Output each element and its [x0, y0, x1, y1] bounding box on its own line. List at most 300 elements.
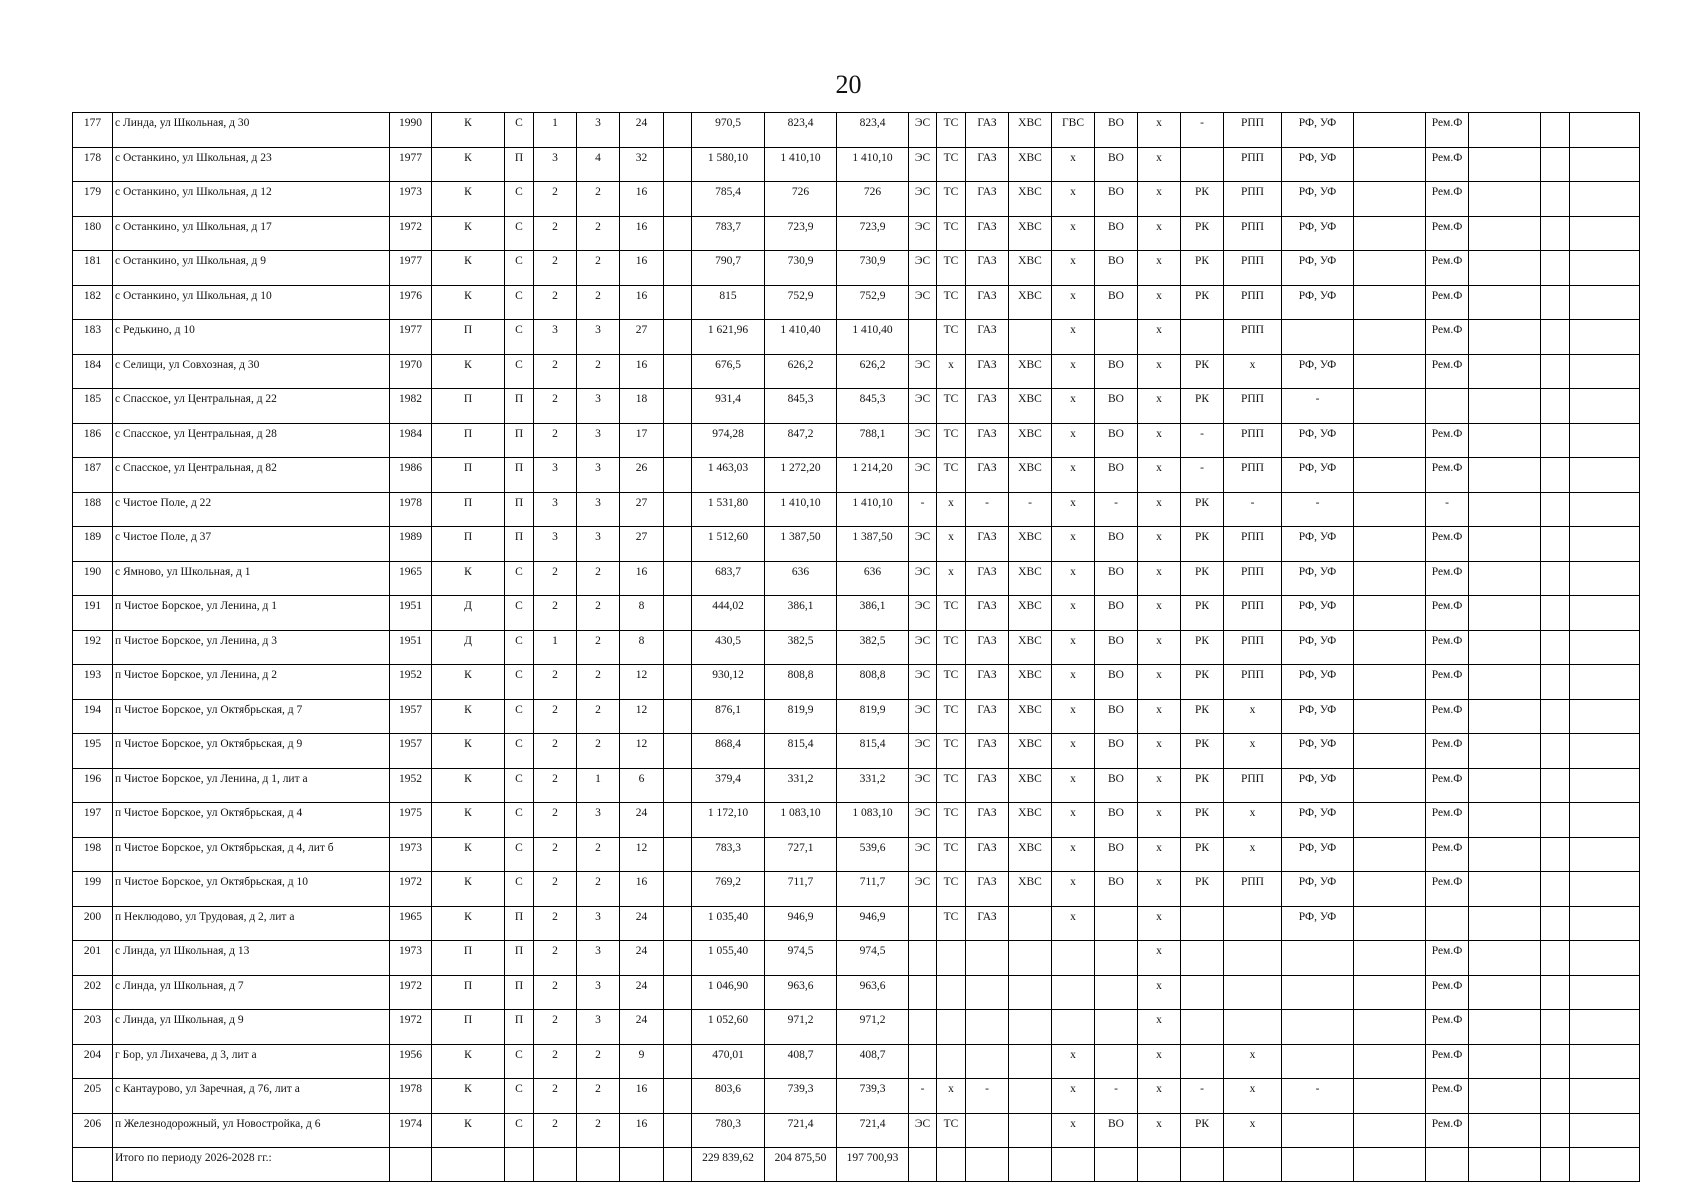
table-cell: 726 — [765, 182, 837, 217]
table-cell: РПП — [1224, 665, 1282, 700]
table-cell — [1426, 1148, 1469, 1182]
total-label: Итого по периоду 2026-2028 гг.: — [113, 1148, 390, 1182]
table-cell: х — [937, 354, 966, 389]
table-cell: х — [1138, 975, 1181, 1010]
table-cell: 379,4 — [692, 768, 765, 803]
table-cell — [1181, 1148, 1224, 1182]
table-cell: ГАЗ — [966, 596, 1009, 631]
table-cell — [1354, 147, 1426, 182]
table-cell: 783,3 — [692, 837, 765, 872]
address-cell: п Чистое Борское, ул Октябрьская, д 7 — [113, 699, 390, 734]
table-cell — [1469, 768, 1541, 803]
table-cell: К — [432, 216, 505, 251]
table-row — [73, 1010, 1640, 1045]
table-cell: 2 — [534, 182, 577, 217]
address-cell: п Чистое Борское, ул Ленина, д 3 — [113, 630, 390, 665]
table-cell: РК — [1181, 251, 1224, 286]
table-body — [73, 113, 1640, 1182]
table-cell — [1570, 596, 1640, 631]
table-cell: 26 — [620, 458, 664, 493]
table-cell: 3 — [577, 492, 620, 527]
table-cell: 187 — [73, 458, 113, 493]
table-cell — [1354, 975, 1426, 1010]
table-cell: 444,02 — [692, 596, 765, 631]
table-cell: ГАЗ — [966, 389, 1009, 424]
table-cell — [1009, 320, 1052, 355]
table-cell: ХВС — [1009, 803, 1052, 838]
table-cell — [1570, 1010, 1640, 1045]
table-cell: РК — [1181, 182, 1224, 217]
table-cell — [664, 1113, 692, 1148]
table-cell — [1541, 768, 1570, 803]
table-cell: 1956 — [390, 1044, 432, 1079]
table-cell — [1541, 561, 1570, 596]
table-cell — [664, 527, 692, 562]
table-cell — [1138, 1148, 1181, 1182]
table-cell: ГАЗ — [966, 803, 1009, 838]
table-cell: ЭС — [909, 423, 937, 458]
table-cell: РПП — [1224, 216, 1282, 251]
table-cell: 2 — [577, 182, 620, 217]
table-cell: РФ, УФ — [1282, 423, 1354, 458]
table-cell: 788,1 — [837, 423, 909, 458]
table-cell: 1977 — [390, 147, 432, 182]
table-cell — [1541, 1148, 1570, 1182]
table-cell: К — [432, 251, 505, 286]
table-cell — [1469, 147, 1541, 182]
table-cell — [1570, 699, 1640, 734]
address-cell: с Селищи, ул Совхозная, д 30 — [113, 354, 390, 389]
table-cell: РПП — [1224, 251, 1282, 286]
table-cell — [1570, 147, 1640, 182]
table-cell: 3 — [577, 941, 620, 976]
table-cell: 2 — [577, 1044, 620, 1079]
table-cell: - — [1181, 458, 1224, 493]
table-cell: х — [1052, 699, 1095, 734]
table-cell: х — [937, 492, 966, 527]
table-cell: РК — [1181, 1113, 1224, 1148]
table-cell: ЭС — [909, 699, 937, 734]
table-cell: ВО — [1095, 389, 1138, 424]
table-cell: - — [1282, 1079, 1354, 1114]
table-cell: х — [1052, 1044, 1095, 1079]
table-cell: С — [505, 596, 534, 631]
table-cell: К — [432, 734, 505, 769]
table-cell: П — [432, 941, 505, 976]
table-cell: ТС — [937, 872, 966, 907]
table-cell — [1541, 147, 1570, 182]
table-cell: 27 — [620, 320, 664, 355]
table-cell — [1354, 354, 1426, 389]
table-cell: 730,9 — [837, 251, 909, 286]
table-cell: 3 — [534, 492, 577, 527]
table-cell: Рем.Ф — [1426, 113, 1469, 148]
table-cell: - — [909, 492, 937, 527]
table-cell: 386,1 — [765, 596, 837, 631]
table-cell: РФ, УФ — [1282, 872, 1354, 907]
table-cell — [1354, 527, 1426, 562]
table-cell: ТС — [937, 734, 966, 769]
table-cell — [1095, 906, 1138, 941]
table-cell: х — [1224, 837, 1282, 872]
table-cell: х — [1138, 251, 1181, 286]
table-cell: ВО — [1095, 423, 1138, 458]
table-cell: 1 410,10 — [837, 492, 909, 527]
address-cell: с Чистое Поле, д 22 — [113, 492, 390, 527]
table-cell: 815,4 — [765, 734, 837, 769]
table-cell: ВО — [1095, 354, 1138, 389]
table-cell — [1282, 1044, 1354, 1079]
table-cell: х — [1052, 458, 1095, 493]
table-cell: х — [1224, 699, 1282, 734]
table-cell: 188 — [73, 492, 113, 527]
table-cell: 3 — [577, 906, 620, 941]
table-cell: ВО — [1095, 113, 1138, 148]
table-cell: ХВС — [1009, 251, 1052, 286]
table-cell — [1181, 906, 1224, 941]
table-cell: РК — [1181, 561, 1224, 596]
table-cell: Рем.Ф — [1426, 699, 1469, 734]
table-cell: ГАЗ — [966, 527, 1009, 562]
table-cell: ГАЗ — [966, 665, 1009, 700]
table-cell: х — [1052, 389, 1095, 424]
table-cell — [664, 768, 692, 803]
table-cell — [1181, 975, 1224, 1010]
table-cell: 382,5 — [765, 630, 837, 665]
table-cell — [1354, 285, 1426, 320]
table-row — [73, 630, 1640, 665]
table-row — [73, 872, 1640, 907]
table-cell: Рем.Ф — [1426, 320, 1469, 355]
address-cell: с Линда, ул Школьная, д 13 — [113, 941, 390, 976]
table-cell — [1541, 803, 1570, 838]
table-cell: РФ, УФ — [1282, 527, 1354, 562]
table-cell: 1974 — [390, 1113, 432, 1148]
table-cell: 2 — [577, 1079, 620, 1114]
table-cell — [1469, 1010, 1541, 1045]
table-cell: 6 — [620, 768, 664, 803]
table-cell — [664, 803, 692, 838]
table-cell: ТС — [937, 768, 966, 803]
table-cell: 194 — [73, 699, 113, 734]
table-cell: ГАЗ — [966, 734, 1009, 769]
table-cell: х — [1224, 1044, 1282, 1079]
table-cell: РФ, УФ — [1282, 561, 1354, 596]
table-cell: х — [1138, 561, 1181, 596]
table-cell: 430,5 — [692, 630, 765, 665]
table-cell: 2 — [534, 1113, 577, 1148]
table-cell: 752,9 — [765, 285, 837, 320]
table-cell — [1570, 768, 1640, 803]
table-cell: х — [1052, 182, 1095, 217]
table-cell: 386,1 — [837, 596, 909, 631]
table-cell — [1570, 458, 1640, 493]
table-cell: 819,9 — [837, 699, 909, 734]
table-row — [73, 768, 1640, 803]
table-cell — [664, 975, 692, 1010]
table-cell: 200 — [73, 906, 113, 941]
table-cell — [1570, 285, 1640, 320]
table-cell: ТС — [937, 216, 966, 251]
table-cell — [1354, 665, 1426, 700]
table-cell — [1469, 941, 1541, 976]
address-cell: п Чистое Борское, ул Октябрьская, д 10 — [113, 872, 390, 907]
table-cell: ХВС — [1009, 389, 1052, 424]
table-cell — [1354, 182, 1426, 217]
table-cell: Рем.Ф — [1426, 147, 1469, 182]
table-cell: 16 — [620, 561, 664, 596]
table-cell: 2 — [534, 389, 577, 424]
table-cell — [966, 941, 1009, 976]
table-cell: 206 — [73, 1113, 113, 1148]
table-cell: 1973 — [390, 837, 432, 872]
table-cell: К — [432, 561, 505, 596]
table-cell — [1354, 251, 1426, 286]
table-cell: 790,7 — [692, 251, 765, 286]
table-cell — [664, 147, 692, 182]
table-cell — [1570, 423, 1640, 458]
table-cell: 783,7 — [692, 216, 765, 251]
table-cell: РПП — [1224, 285, 1282, 320]
table-cell: 711,7 — [837, 872, 909, 907]
table-cell: 179 — [73, 182, 113, 217]
table-cell — [1181, 1044, 1224, 1079]
table-cell: 868,4 — [692, 734, 765, 769]
table-cell: 676,5 — [692, 354, 765, 389]
table-cell: 2 — [577, 665, 620, 700]
table-cell: 721,4 — [765, 1113, 837, 1148]
table-cell — [1570, 734, 1640, 769]
table-cell — [1570, 1148, 1640, 1182]
table-cell: 2 — [577, 596, 620, 631]
table-cell: х — [1138, 1113, 1181, 1148]
table-cell: 2 — [534, 423, 577, 458]
table-cell — [1541, 837, 1570, 872]
table-cell: 3 — [577, 389, 620, 424]
table-cell: - — [966, 1079, 1009, 1114]
table-cell: 974,5 — [765, 941, 837, 976]
table-cell: 2 — [534, 768, 577, 803]
table-cell: х — [1138, 354, 1181, 389]
table-cell: К — [432, 768, 505, 803]
table-cell — [1354, 492, 1426, 527]
table-cell: 2 — [577, 216, 620, 251]
table-row — [73, 182, 1640, 217]
table-cell: х — [1138, 389, 1181, 424]
table-cell: 1 214,20 — [837, 458, 909, 493]
table-cell: 847,2 — [765, 423, 837, 458]
table-cell: ЭС — [909, 596, 937, 631]
table-cell: ЭС — [909, 561, 937, 596]
table-cell: 1957 — [390, 699, 432, 734]
table-cell: К — [432, 906, 505, 941]
table-cell — [1354, 1113, 1426, 1148]
table-cell: ХВС — [1009, 423, 1052, 458]
table-cell: ГАЗ — [966, 768, 1009, 803]
table-cell: ХВС — [1009, 285, 1052, 320]
table-cell: 8 — [620, 630, 664, 665]
table-cell — [909, 906, 937, 941]
table-cell — [664, 699, 692, 734]
table-cell — [1095, 975, 1138, 1010]
table-cell: 186 — [73, 423, 113, 458]
total-area-residential: 197 700,93 — [837, 1148, 909, 1182]
table-row — [73, 492, 1640, 527]
table-cell: 769,2 — [692, 872, 765, 907]
table-cell: РК — [1181, 665, 1224, 700]
table-cell: 178 — [73, 147, 113, 182]
table-cell: ГАЗ — [966, 561, 1009, 596]
table-cell: Д — [432, 596, 505, 631]
table-cell — [664, 251, 692, 286]
table-cell: х — [1138, 665, 1181, 700]
table-cell — [1541, 1010, 1570, 1045]
table-cell — [1541, 320, 1570, 355]
table-cell: 723,9 — [765, 216, 837, 251]
table-cell — [1541, 872, 1570, 907]
table-cell: 1975 — [390, 803, 432, 838]
table-cell: 636 — [765, 561, 837, 596]
table-cell: П — [432, 458, 505, 493]
table-cell — [1354, 768, 1426, 803]
table-cell: 1 387,50 — [837, 527, 909, 562]
table-cell — [966, 1044, 1009, 1079]
table-cell: 845,3 — [837, 389, 909, 424]
table-cell — [1354, 630, 1426, 665]
address-cell: с Линда, ул Школьная, д 30 — [113, 113, 390, 148]
table-cell: 815,4 — [837, 734, 909, 769]
table-cell: х — [937, 1079, 966, 1114]
table-cell: ТС — [937, 285, 966, 320]
table-cell: 931,4 — [692, 389, 765, 424]
table-cell: 16 — [620, 216, 664, 251]
table-cell — [1009, 1044, 1052, 1079]
table-cell: ВО — [1095, 837, 1138, 872]
table-cell — [1541, 596, 1570, 631]
table-cell: 2 — [534, 1079, 577, 1114]
table-row — [73, 803, 1640, 838]
table-cell: 199 — [73, 872, 113, 907]
table-cell: 9 — [620, 1044, 664, 1079]
table-cell: ВО — [1095, 1113, 1138, 1148]
table-cell — [1541, 1079, 1570, 1114]
table-cell: 182 — [73, 285, 113, 320]
table-cell: РПП — [1224, 320, 1282, 355]
address-cell: с Линда, ул Школьная, д 9 — [113, 1010, 390, 1045]
table-cell: х — [937, 527, 966, 562]
table-cell: 24 — [620, 975, 664, 1010]
table-cell: П — [432, 1010, 505, 1045]
table-cell — [664, 734, 692, 769]
table-cell — [664, 941, 692, 976]
table-cell: 2 — [534, 216, 577, 251]
table-cell — [664, 1010, 692, 1045]
table-cell — [1570, 837, 1640, 872]
table-cell — [664, 423, 692, 458]
table-cell: РК — [1181, 803, 1224, 838]
table-cell — [664, 1079, 692, 1114]
table-cell — [1570, 527, 1640, 562]
table-cell: 2 — [577, 561, 620, 596]
address-cell: с Редькино, д 10 — [113, 320, 390, 355]
table-cell — [1282, 1113, 1354, 1148]
table-cell: ЭС — [909, 734, 937, 769]
table-row — [73, 561, 1640, 596]
table-cell: х — [1052, 734, 1095, 769]
table-cell — [1469, 630, 1541, 665]
table-row — [73, 941, 1640, 976]
table-cell — [534, 1148, 577, 1182]
table-cell — [1009, 1010, 1052, 1045]
table-cell — [966, 1148, 1009, 1182]
address-cell: с Ямново, ул Школьная, д 1 — [113, 561, 390, 596]
table-cell: 636 — [837, 561, 909, 596]
table-cell: РПП — [1224, 768, 1282, 803]
table-cell: 1 083,10 — [765, 803, 837, 838]
table-cell: РФ, УФ — [1282, 630, 1354, 665]
table-cell: РПП — [1224, 527, 1282, 562]
table-cell: 197 — [73, 803, 113, 838]
table-cell: Рем.Ф — [1426, 630, 1469, 665]
table-cell — [1570, 975, 1640, 1010]
table-cell: 180 — [73, 216, 113, 251]
table-cell: РПП — [1224, 872, 1282, 907]
table-cell — [1469, 182, 1541, 217]
table-cell: 1 410,40 — [837, 320, 909, 355]
table-cell: х — [1224, 1113, 1282, 1148]
table-cell: ТС — [937, 630, 966, 665]
table-cell: х — [1052, 423, 1095, 458]
table-cell: К — [432, 285, 505, 320]
table-row — [73, 699, 1640, 734]
table-cell: ТС — [937, 389, 966, 424]
table-cell: ЭС — [909, 389, 937, 424]
address-cell: с Спасское, ул Центральная, д 28 — [113, 423, 390, 458]
table-cell: х — [1052, 285, 1095, 320]
table-cell — [664, 216, 692, 251]
table-cell — [664, 872, 692, 907]
table-cell: 1952 — [390, 768, 432, 803]
table-cell — [1570, 630, 1640, 665]
table-cell: 1 410,10 — [765, 147, 837, 182]
table-cell: Рем.Ф — [1426, 561, 1469, 596]
table-cell: 16 — [620, 1113, 664, 1148]
table-cell: РФ, УФ — [1282, 458, 1354, 493]
table-cell: Рем.Ф — [1426, 872, 1469, 907]
table-cell — [1469, 734, 1541, 769]
table-cell: ХВС — [1009, 216, 1052, 251]
table-cell — [1570, 492, 1640, 527]
table-cell: 408,7 — [837, 1044, 909, 1079]
table-cell: 930,12 — [692, 665, 765, 700]
table-cell: х — [1138, 458, 1181, 493]
table-cell: х — [1138, 837, 1181, 872]
table-cell: 1 172,10 — [692, 803, 765, 838]
table-cell — [1541, 699, 1570, 734]
table-cell: РФ, УФ — [1282, 837, 1354, 872]
address-cell: п Чистое Борское, ул Октябрьская, д 9 — [113, 734, 390, 769]
table-cell: ВО — [1095, 734, 1138, 769]
table-cell — [1095, 1148, 1138, 1182]
table-cell — [432, 1148, 505, 1182]
table-cell: К — [432, 113, 505, 148]
table-cell: 1977 — [390, 251, 432, 286]
table-cell: 3 — [577, 423, 620, 458]
table-row — [73, 423, 1640, 458]
address-cell: с Спасское, ул Центральная, д 22 — [113, 389, 390, 424]
table-cell: - — [1181, 1079, 1224, 1114]
table-cell — [664, 389, 692, 424]
